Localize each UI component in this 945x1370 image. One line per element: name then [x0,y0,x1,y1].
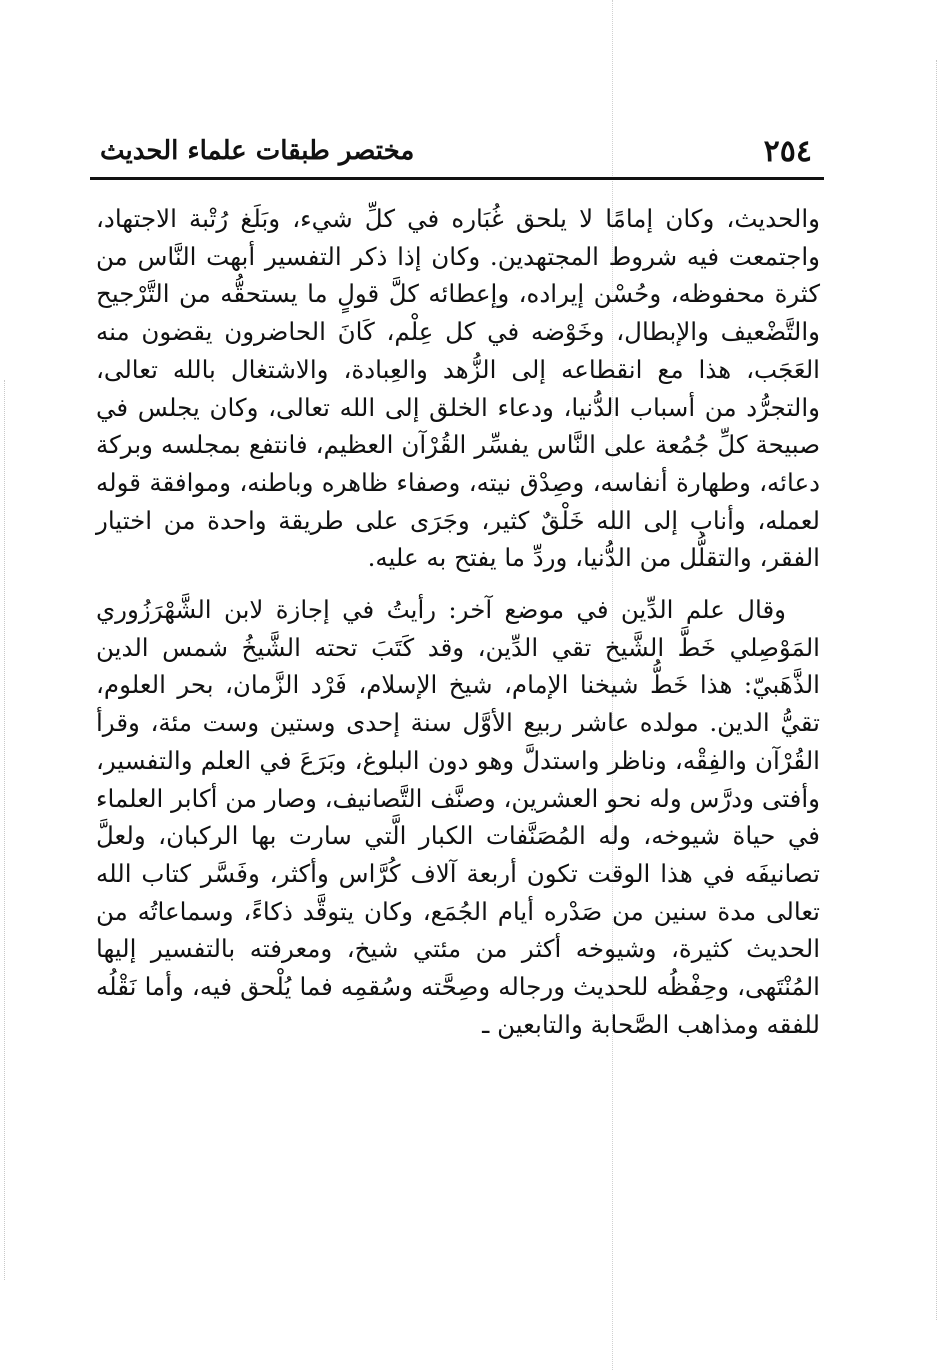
right-margin-dots [936,60,937,1320]
page-number: ٢٥٤ [763,134,812,169]
header-rule [90,177,824,180]
left-margin-dots [4,380,5,1280]
paragraph: وقال علم الدِّين في موضع آخر: رأيتُ في إجازة لابن الشَّهْرَزُوري المَوْصِلي خَطَّ الشَّيخ تقي الدِّين، وقد كَتَبَ تحته الشَّيخُ شمس الدين الذَّهَبيّ: هذا خَطُّ شيخنا الإمام، شيخ الإسلام، فَرْد الزَّمان، بحر العلوم، تقيُّ الدين. مولده عاشر ربيع الأوَّل سنة إحدى وستين وست مئة، وقرأ القُرْآن والفِقْه، وناظر واستدلَّ وهو دون البلوغ، وبَرَعَ في العلم والتفسير، وأفتى ودرَّس وله نحو العشرين، وصنَّف التَّصانيف، وصار من أكابر العلماء في حياة شيوخه، وله المُصَنَّفات الكبار الَّتي سارت بها الركبان، ولعلَّ تصانيفَه في هذا الوقت تكون أربعة آلاف كُرَّاس وأكثر، وفَسَّر كتاب الله تعالى مدة سنين من صَدْره أيام الجُمَع، وكان يتوقَّد ذكاءً، وسماعاتُه من الحديث كثيرة، وشيوخه أكثر من مئتي شيخ، ومعرفته بالتفسير إليها المُنْتَهى، وحِفْظُه للحديث ورجاله وصِحَّته وسُقمِه فما يُلْحق فيه، وأما نَقْلُه للفقه ومذاهب الصَّحابة والتابعين ـ [96,595,820,1039]
body-text [96,200,820,1043]
page-header [92,128,820,180]
paragraph: والحديث، وكان إمامًا لا يلحق غُبَاره في كلِّ شيء، وبَلَغ رُتْبة الاجتهاد، واجتمعت فيه شروط المجتهدين. وكان إذا ذكر التفسير أبهت النَّاس من كثرة محفوظه، وحُسْن إيراده، وإعطائه كلَّ قولٍ ما يستحقُّه من التَّرْجيح والتَّضْعيف والإبطال، وخَوْضه في كل عِلْم، كَانَ الحاضرون يقضون منه العَجَب، هذا مع انقطاعه إلى الزُّهد والعِبادة، والاشتغال بالله تعالى، والتجرُّد من أسباب الدُّنيا، ودعاء الخلق إلى الله تعالى، وكان يجلس في صبيحة كلِّ جُمُعة على النَّاس يفسِّر القُرْآن العظيم، فانتفع بمجلسه وبركة دعائه، وطهارة أنفاسه، وصِدْق نيته، وصفاء ظاهره وباطنه، وموافقة قوله لعمله، وأناب إلى الله خَلْقٌ كثير، وجَرَى على طريقة واحدة من اختيار الفقر، والتقلُّل من الدُّنيا، وردِّ ما يفتح به عليه. [96,204,820,573]
running-title: مختصر طبقات علماء الحديث [100,136,415,166]
